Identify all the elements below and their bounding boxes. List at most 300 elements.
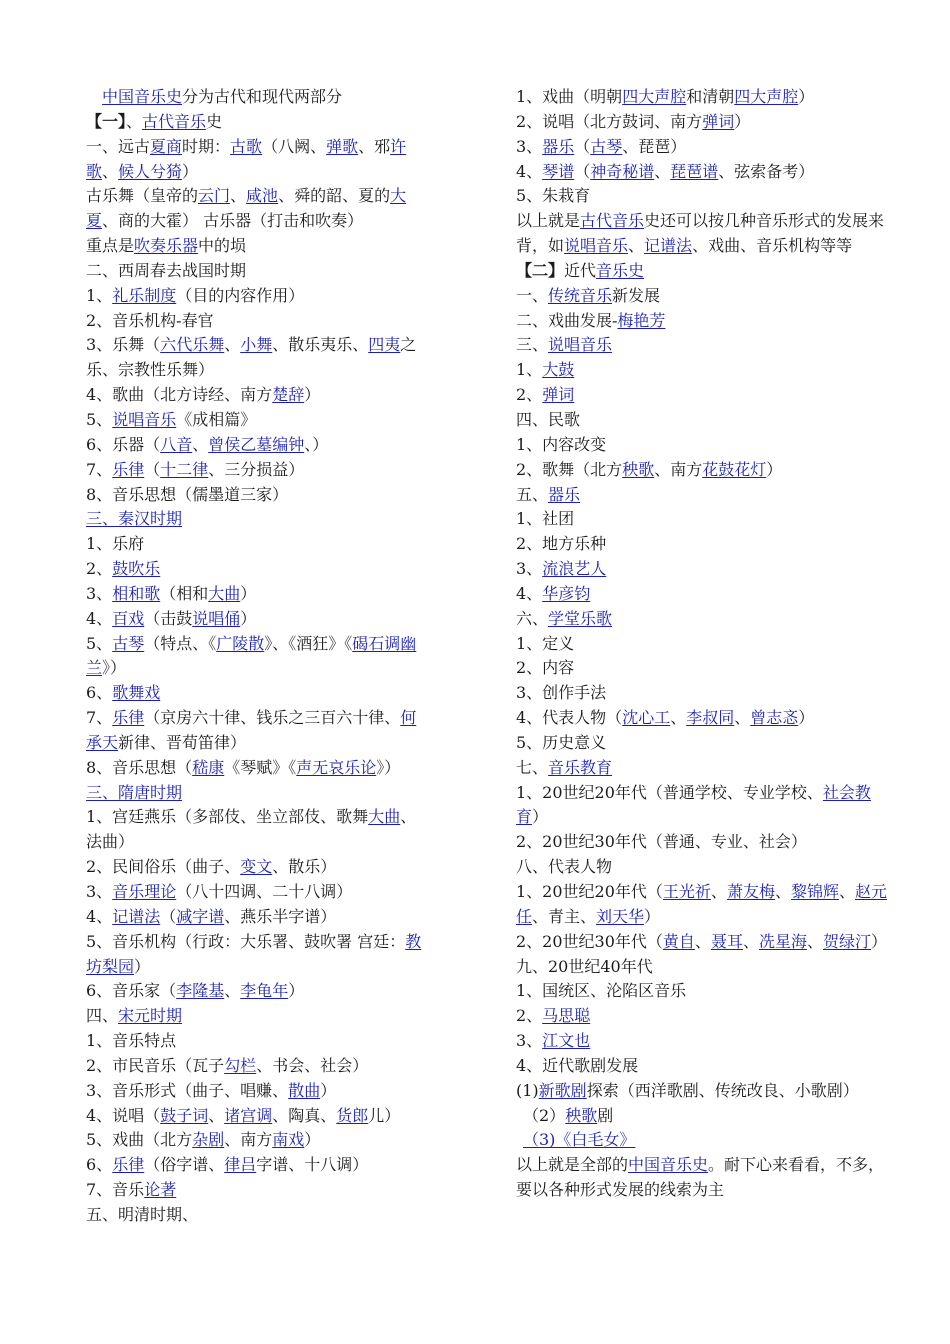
text-segment: ） — [798, 708, 815, 728]
hyperlink[interactable]: 相和歌 — [112, 583, 161, 603]
hyperlink[interactable]: 李龟年 — [240, 981, 289, 1001]
text-segment: 1、国统区、沦陷区音乐 — [516, 981, 687, 1001]
text-segment: 二、戏曲发展- — [516, 310, 618, 330]
hyperlink[interactable]: 变文 — [240, 857, 273, 877]
hyperlink[interactable]: 隋唐时期 — [118, 782, 183, 802]
text-segment: 史 — [206, 111, 223, 131]
text-segment: 4、 — [86, 608, 113, 628]
text-segment: 》） — [376, 757, 401, 777]
text-line — [516, 955, 894, 980]
text-segment: 、 — [734, 708, 751, 728]
text-line — [86, 483, 426, 508]
hyperlink[interactable]: 弹词 — [702, 111, 735, 131]
hyperlink[interactable]: 大曲 — [368, 807, 401, 827]
text-segment: 、商的大霍） 古乐器（打击和吹奏） — [102, 211, 364, 231]
text-segment: ） — [182, 161, 199, 181]
text-line — [516, 1128, 894, 1153]
text-line — [516, 483, 894, 508]
hyperlink[interactable]: 咸池 — [246, 186, 279, 206]
hyperlink[interactable]: 教坊梨园 — [86, 931, 422, 976]
text-segment: 、散乐） — [272, 857, 337, 877]
hyperlink[interactable]: 乐律 — [112, 1155, 145, 1175]
text-segment: （ — [574, 161, 591, 181]
text-segment: 5、历史意义 — [516, 732, 607, 752]
text-segment: （目的内容作用） — [176, 285, 305, 305]
text-segment: 3、 — [516, 559, 543, 579]
hyperlink[interactable]: 说唱音乐 — [564, 236, 629, 256]
text-segment: 6、 — [86, 1155, 113, 1175]
text-segment: 》） — [102, 658, 127, 678]
hyperlink[interactable]: 器乐 — [542, 136, 575, 156]
text-segment: ） — [871, 931, 888, 951]
text-segment: 和清朝 — [686, 87, 735, 106]
text-segment: 、南方 — [224, 1130, 273, 1150]
hyperlink[interactable]: 广陵散 — [216, 633, 265, 653]
hyperlink[interactable]: 马思聪 — [542, 1006, 591, 1026]
hyperlink[interactable]: 记谱法 — [644, 236, 693, 256]
text-line — [86, 607, 426, 632]
text-line — [86, 85, 426, 110]
text-segment: 7、音乐 — [86, 1180, 145, 1200]
hyperlink[interactable]: 音乐理论 — [112, 882, 177, 901]
hyperlink[interactable]: 夏商 — [150, 136, 183, 156]
text-line — [516, 781, 894, 831]
text-line — [516, 731, 894, 756]
text-line — [86, 408, 426, 433]
text-segment: 6、音乐家（ — [86, 981, 177, 1001]
text-line — [516, 656, 894, 681]
text-line — [516, 855, 894, 880]
text-line — [86, 1029, 426, 1054]
text-segment: 以上就是全部的 — [516, 1155, 629, 1175]
text-segment: 8、音乐思想（ — [86, 757, 193, 777]
hyperlink[interactable]: 琵琶谱 — [670, 161, 719, 181]
text-segment: 《成相篇》 — [176, 409, 257, 429]
text-line — [516, 110, 894, 135]
text-segment: 5、戏曲（北方 — [86, 1130, 193, 1150]
text-line — [516, 358, 894, 383]
text-segment: （京房六十律、钱乐之三百六十律、 — [144, 708, 401, 728]
text-line — [516, 1054, 894, 1079]
text-line — [516, 532, 894, 557]
text-line — [86, 1004, 426, 1029]
text-line — [86, 756, 426, 781]
hyperlink[interactable]: 古琴 — [112, 633, 145, 653]
text-line — [86, 532, 426, 557]
hyperlink[interactable]: 秦汉时期 — [118, 509, 183, 529]
text-segment: 、法曲） — [86, 807, 417, 852]
text-line — [516, 85, 894, 110]
text-segment: （ — [160, 906, 177, 926]
text-segment: 2、 — [516, 1006, 543, 1026]
text-segment: 、三分损益） — [208, 459, 305, 479]
text-line — [86, 905, 426, 930]
text-segment: 字谱、十八调） — [256, 1155, 369, 1175]
hyperlink[interactable]: 曾志忞 — [750, 708, 799, 728]
text-segment: 、散乐夷乐、 — [272, 335, 369, 355]
text-segment: 、 — [654, 161, 671, 181]
text-segment: 2、市民音乐（瓦子 — [86, 1055, 225, 1075]
text-segment: 、弦索备考） — [718, 161, 815, 181]
text-segment: 、琵琶） — [622, 136, 687, 156]
hyperlink[interactable]: 弹词 — [542, 385, 575, 405]
text-segment: 中的埙 — [198, 236, 247, 256]
text-segment: 探索（西洋歌剧、传统改良、小歌剧） — [586, 1080, 859, 1100]
text-line — [516, 458, 894, 483]
hyperlink[interactable]: 候人兮猗 — [118, 161, 183, 181]
text-segment: （特点、《 — [144, 633, 217, 653]
text-line — [516, 632, 894, 657]
text-segment: 史还可以按几种音乐形式的发展来背，如 — [516, 211, 885, 256]
hyperlink[interactable]: 江文也 — [542, 1031, 591, 1051]
hyperlink[interactable]: 礼乐制度 — [112, 285, 177, 305]
text-line — [516, 830, 894, 855]
text-segment: ） — [532, 807, 549, 827]
text-segment: 之乐、宗教性乐舞） — [86, 335, 417, 380]
hyperlink[interactable]: 记谱法 — [112, 906, 161, 926]
hyperlink[interactable]: 许歌 — [86, 136, 407, 181]
text-line — [86, 184, 426, 234]
hyperlink[interactable]: 赵元任 — [516, 882, 888, 926]
text-line — [86, 333, 426, 383]
text-segment: ） — [304, 385, 321, 405]
text-line — [86, 1153, 426, 1178]
hyperlink[interactable]: 大曲 — [208, 583, 241, 603]
text-segment: 七、 — [516, 757, 549, 777]
hyperlink[interactable]: 百戏 — [112, 608, 145, 628]
hyperlink[interactable]: 音乐教育 — [548, 757, 613, 777]
hyperlink[interactable]: 中国音乐史 — [628, 1155, 709, 1175]
text-segment: 三、 — [516, 335, 549, 355]
text-segment: ） — [766, 459, 783, 479]
text-line — [516, 557, 894, 582]
text-segment: 2、20世纪30年代（ — [516, 931, 663, 951]
text-segment: （ — [144, 459, 161, 479]
hyperlink[interactable]: 大鼓 — [542, 360, 575, 380]
hyperlink[interactable]: 云门 — [198, 186, 231, 206]
text-line — [86, 681, 426, 706]
hyperlink[interactable]: 楚辞 — [272, 385, 305, 405]
text-segment: 2、音乐机构-春官 — [86, 310, 214, 330]
hyperlink[interactable]: 碣石调幽兰 — [86, 633, 417, 678]
hyperlink[interactable]: （3)《白毛女》 — [523, 1130, 636, 1150]
text-line — [86, 383, 426, 408]
text-segment: 1、定义 — [516, 633, 575, 653]
text-segment: 3、 — [86, 882, 113, 901]
hyperlink[interactable]: 李叔同 — [686, 708, 735, 728]
text-segment: （相和 — [160, 583, 209, 603]
hyperlink[interactable]: 杂剧 — [192, 1130, 225, 1150]
text-line — [86, 110, 426, 135]
text-segment: 1、戏曲（明朝 — [516, 87, 623, 106]
hyperlink[interactable]: 贺绿汀 — [823, 931, 872, 951]
text-segment: 2、 — [86, 559, 113, 579]
hyperlink[interactable]: 沈心工 — [622, 708, 671, 728]
text-segment: 2、内容 — [516, 658, 575, 678]
text-segment: 3、乐舞（ — [86, 335, 161, 355]
text-line — [86, 507, 426, 532]
hyperlink[interactable]: 刘天华 — [596, 906, 645, 926]
text-segment: 3、 — [516, 136, 543, 156]
hyperlink[interactable]: 货郎 — [336, 1105, 369, 1125]
text-line — [516, 284, 894, 309]
hyperlink[interactable]: 四大声腔 — [622, 87, 687, 106]
hyperlink[interactable]: 曾侯乙墓编钟 — [208, 434, 305, 454]
hyperlink[interactable]: 散曲 — [288, 1080, 321, 1100]
text-segment: 5、朱栽育 — [516, 186, 591, 206]
text-line — [516, 1029, 894, 1054]
hyperlink[interactable]: 中国音乐史 — [102, 87, 183, 106]
hyperlink[interactable]: 八音 — [160, 434, 193, 454]
text-segment: 近代 — [564, 260, 597, 280]
text-line — [516, 333, 894, 358]
text-line — [516, 259, 894, 284]
text-line — [516, 1153, 894, 1203]
text-line — [86, 433, 426, 458]
text-line — [516, 607, 894, 632]
text-segment: 1、内容改变 — [516, 434, 607, 454]
hyperlink[interactable]: 梅艳芳 — [617, 310, 666, 330]
text-segment: （ — [574, 136, 591, 156]
hyperlink[interactable]: 乐律 — [112, 708, 145, 728]
text-segment: 。耐下心来看看，不多，要以各种形式发展的线索为主 — [516, 1155, 885, 1200]
text-segment: 、书会、社会） — [256, 1055, 369, 1075]
text-segment: 【二】 — [516, 260, 565, 280]
hyperlink[interactable]: 乐律 — [112, 459, 145, 479]
text-segment: 5、 — [86, 409, 113, 429]
text-line — [86, 1079, 426, 1104]
hyperlink[interactable]: 琴谱 — [542, 161, 575, 181]
hyperlink[interactable]: 古歌 — [230, 136, 263, 156]
text-segment: 、 — [192, 434, 209, 454]
text-segment: ） — [320, 1080, 337, 1100]
text-segment: 、 — [774, 882, 791, 901]
text-segment: 一、远古 — [86, 136, 151, 156]
hyperlink[interactable]: 弹歌 — [326, 136, 359, 156]
text-segment: ） — [240, 608, 257, 628]
text-line — [516, 383, 894, 408]
text-line — [86, 1104, 426, 1129]
hyperlink[interactable]: 聂耳 — [710, 931, 743, 951]
hyperlink[interactable]: 律吕 — [224, 1155, 257, 1175]
text-line — [86, 557, 426, 582]
text-segment: 五、 — [516, 484, 549, 504]
text-segment: 4、 — [516, 161, 543, 181]
hyperlink[interactable]: 秧歌 — [565, 1105, 598, 1125]
text-segment: 7、 — [86, 459, 113, 479]
text-segment: 、 — [670, 708, 687, 728]
text-segment: 时期： — [182, 136, 231, 156]
text-segment: ） — [798, 87, 815, 106]
text-segment: 、邪 — [358, 136, 391, 156]
hyperlink[interactable]: 歌舞戏 — [112, 683, 161, 703]
hyperlink[interactable]: 四夷 — [368, 335, 401, 355]
hyperlink[interactable]: 萧友梅 — [726, 882, 775, 901]
hyperlink[interactable]: 新歌剧 — [538, 1080, 587, 1100]
text-segment: 、 — [742, 931, 759, 951]
text-segment: 4、 — [86, 906, 113, 926]
hyperlink[interactable]: 黎锦辉 — [790, 882, 839, 901]
text-line — [516, 408, 894, 433]
text-segment: (1) — [516, 1080, 539, 1100]
text-line — [86, 805, 426, 855]
text-segment: 、戏曲、音乐机构等等 — [692, 236, 853, 256]
hyperlink[interactable]: 古代音乐 — [142, 111, 207, 131]
text-line — [86, 309, 426, 334]
hyperlink[interactable]: 流浪艺人 — [542, 559, 607, 579]
hyperlink[interactable]: 社会教育 — [516, 782, 871, 827]
text-segment: 3、 — [86, 583, 113, 603]
text-segment: 6、乐器（ — [86, 434, 161, 454]
hyperlink[interactable]: 何承天 — [86, 708, 417, 752]
text-segment: 五、明清时期、 — [86, 1204, 199, 1224]
text-line — [86, 1203, 426, 1228]
hyperlink[interactable]: 冼星海 — [758, 931, 807, 951]
text-segment: 4、 — [516, 583, 543, 603]
text-segment: 、南方 — [654, 459, 703, 479]
hyperlink[interactable]: 嵇康 — [192, 757, 225, 777]
text-segment: 2、歌舞（北方 — [516, 459, 623, 479]
text-segment: ） — [240, 583, 257, 603]
text-segment: 、 — [102, 161, 119, 181]
left-column — [86, 85, 426, 1228]
hyperlink[interactable]: 四大声腔 — [734, 87, 799, 106]
text-line — [86, 135, 426, 185]
text-segment: 新发展 — [612, 285, 661, 305]
text-line — [86, 1178, 426, 1203]
text-line — [86, 781, 426, 806]
hyperlink[interactable]: 鼓子词 — [160, 1105, 209, 1125]
hyperlink[interactable]: 勾栏 — [224, 1055, 257, 1075]
hyperlink[interactable]: 三、 — [86, 509, 119, 529]
hyperlink[interactable]: 黄自 — [662, 931, 695, 951]
hyperlink[interactable]: 器乐 — [548, 484, 581, 504]
text-segment: 六、 — [516, 608, 549, 628]
text-segment: 重点是 — [86, 236, 135, 256]
text-segment: （俗字谱、 — [144, 1155, 225, 1175]
text-segment: 、 — [126, 111, 143, 131]
hyperlink[interactable]: 鼓吹乐 — [112, 559, 161, 579]
hyperlink[interactable]: 花鼓花灯 — [702, 459, 767, 479]
text-segment: 1、社团 — [516, 509, 575, 529]
text-line — [86, 1128, 426, 1153]
text-segment: 《琴赋》《 — [224, 757, 297, 777]
hyperlink[interactable]: 吹奏乐器 — [134, 236, 199, 256]
hyperlink[interactable]: 减字谱 — [176, 906, 225, 926]
text-segment: 1、乐府 — [86, 534, 145, 554]
hyperlink[interactable]: 学堂乐歌 — [548, 608, 613, 628]
text-segment: 以上就是 — [516, 211, 581, 231]
text-segment: 新律、晋荀笛律） — [118, 732, 247, 752]
hyperlink[interactable]: 南戏 — [272, 1130, 305, 1150]
text-segment: 、 — [806, 931, 823, 951]
text-segment: ） — [734, 111, 751, 131]
text-segment: 分为古代和现代两部分 — [182, 87, 343, 106]
text-line — [516, 1079, 894, 1104]
right-column — [516, 85, 894, 1203]
text-segment: 剧 — [597, 1105, 614, 1125]
text-segment: 3、音乐形式（曲子、唱赚、 — [86, 1080, 289, 1100]
text-line — [516, 209, 894, 259]
text-segment: 1、 — [516, 360, 543, 380]
hyperlink[interactable]: 说唱俑 — [192, 608, 241, 628]
text-segment: 3、 — [516, 1031, 543, 1051]
text-segment: 、青主、 — [532, 906, 597, 926]
text-segment: 四、民歌 — [516, 409, 581, 429]
text-segment: 4、说唱（ — [86, 1105, 161, 1125]
hyperlink[interactable]: 说唱音乐 — [548, 335, 613, 355]
text-segment: 4、歌曲（北方诗经、南方 — [86, 385, 273, 405]
text-segment: 1、宫廷燕乐（多部伎、坐立部伎、歌舞 — [86, 807, 369, 827]
text-line — [516, 433, 894, 458]
text-segment: 6、 — [86, 683, 113, 703]
hyperlink[interactable]: 古代音乐 — [580, 211, 645, 231]
hyperlink[interactable]: 传统音乐 — [548, 285, 613, 305]
text-segment: 、 — [710, 882, 727, 901]
text-segment: 、舜的韶、夏的 — [278, 186, 391, 206]
text-segment: 2、地方乐种 — [516, 534, 607, 554]
text-line — [86, 458, 426, 483]
text-line — [516, 706, 894, 731]
hyperlink[interactable]: 李隆基 — [176, 981, 225, 1001]
text-segment: 4、近代歌剧发展 — [516, 1055, 639, 1075]
text-segment: 古乐舞（皇帝的 — [86, 186, 199, 206]
text-segment: 7、 — [86, 708, 113, 728]
text-line — [86, 880, 426, 905]
hyperlink[interactable]: 说唱音乐 — [112, 409, 177, 429]
text-segment: 儿） — [368, 1105, 401, 1125]
hyperlink[interactable]: 秧歌 — [622, 459, 655, 479]
text-segment: 4、代表人物（ — [516, 708, 623, 728]
hyperlink[interactable]: 大夏 — [86, 186, 407, 231]
text-segment: 、陶真、 — [272, 1105, 337, 1125]
hyperlink[interactable]: 声无哀乐论 — [296, 757, 377, 777]
text-segment: 、 — [224, 335, 241, 355]
text-line — [516, 1004, 894, 1029]
hyperlink[interactable]: 古琴 — [590, 136, 623, 156]
text-segment: （2） — [523, 1105, 566, 1125]
text-segment: 1、20世纪20年代（普通学校、专业学校、 — [516, 782, 823, 802]
text-line — [86, 284, 426, 309]
text-segment: 、 — [230, 186, 247, 206]
hyperlink[interactable]: 宋元时期 — [118, 1006, 183, 1026]
text-segment: ） — [304, 1130, 321, 1150]
text-segment: 八、代表人物 — [516, 857, 613, 877]
text-line — [86, 706, 426, 756]
text-segment: 、） — [304, 434, 329, 454]
hyperlink[interactable]: 论著 — [144, 1180, 177, 1200]
text-segment: 九、20世纪40年代 — [516, 956, 653, 976]
hyperlink[interactable]: 三、 — [86, 782, 119, 802]
hyperlink[interactable]: 王光祈 — [662, 882, 711, 901]
text-segment: 》、《酒狂》《 — [264, 633, 353, 653]
text-segment: 、 — [224, 981, 241, 1001]
hyperlink[interactable]: 小舞 — [240, 335, 273, 355]
text-line — [516, 880, 894, 930]
text-line — [516, 979, 894, 1004]
hyperlink[interactable]: 六代乐舞 — [160, 335, 225, 355]
text-line — [516, 681, 894, 706]
hyperlink[interactable]: 音乐史 — [596, 260, 645, 280]
text-segment: 5、音乐机构（行政：大乐署、鼓吹署 宫廷： — [86, 931, 406, 951]
hyperlink[interactable]: 诸宫调 — [224, 1105, 273, 1125]
text-segment: ） — [644, 906, 661, 926]
text-segment: （八阙、 — [262, 136, 327, 156]
text-segment: 、燕乐半字谱） — [224, 906, 337, 926]
hyperlink[interactable]: 神奇秘谱 — [590, 161, 655, 181]
hyperlink[interactable]: 十二律 — [160, 459, 209, 479]
hyperlink[interactable]: 华彦钧 — [542, 583, 591, 603]
